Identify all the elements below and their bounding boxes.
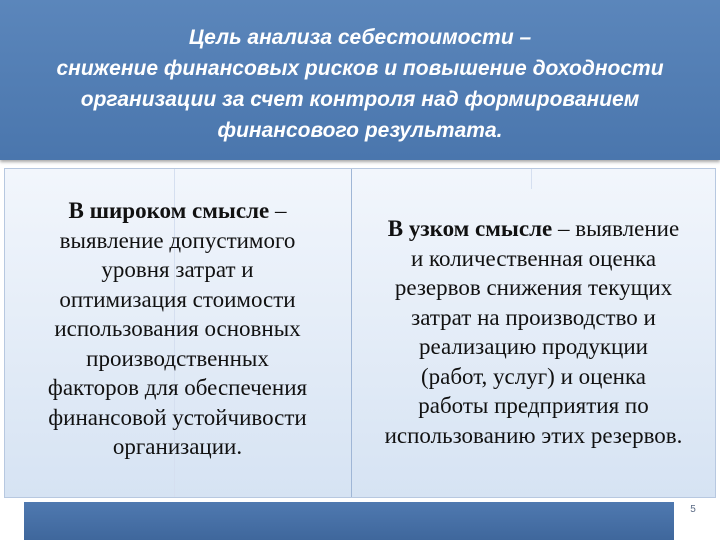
page-number: 5 (690, 504, 696, 515)
comparison-panel (4, 168, 716, 498)
narrow-sense-line: реализацию продукции (419, 334, 648, 359)
footer-bar (24, 502, 674, 540)
narrow-sense-line: и количественная оценка (410, 245, 657, 271)
title-line-1: Цель анализа себестоимости – (188, 26, 532, 49)
broad-sense-column (5, 169, 350, 462)
title-line-4: финансового результата. (217, 119, 503, 142)
broad-sense-line: финансовой устойчивости (48, 404, 307, 430)
broad-sense-heading (5, 196, 350, 226)
slide-title (0, 0, 720, 160)
narrow-sense-line: работы предприятия по (418, 393, 649, 418)
title-line-3: организации за счет контроля над формированием (80, 88, 640, 111)
narrow-sense-term: В узком смысле (387, 216, 553, 241)
title-line-2: снижение финансовых рисков и повышение доходности (56, 57, 664, 80)
narrow-sense-line: затрат на производство и (411, 304, 656, 330)
narrow-sense-rest: – выявление (552, 216, 680, 241)
broad-sense-line: оптимизация стоимости (59, 286, 296, 312)
narrow-sense-heading (352, 214, 715, 244)
broad-sense-line: производственных (86, 345, 269, 371)
broad-sense-line: факторов для обеспечения (47, 375, 308, 400)
broad-sense-term: В широком смысле (68, 198, 270, 223)
broad-sense-line: организации. (112, 434, 243, 459)
narrow-sense-line: (работ, услуг) и оценка (420, 363, 647, 389)
narrow-sense-line: резервов снижения текущих (394, 275, 673, 300)
broad-sense-dash: – (269, 198, 287, 223)
narrow-sense-column (352, 169, 715, 450)
broad-sense-line: использования основных (54, 316, 301, 341)
broad-sense-line: уровня затрат и (101, 257, 254, 282)
broad-sense-line: выявление допустимого (59, 227, 296, 253)
narrow-sense-line: использованию этих резервов. (384, 422, 683, 448)
